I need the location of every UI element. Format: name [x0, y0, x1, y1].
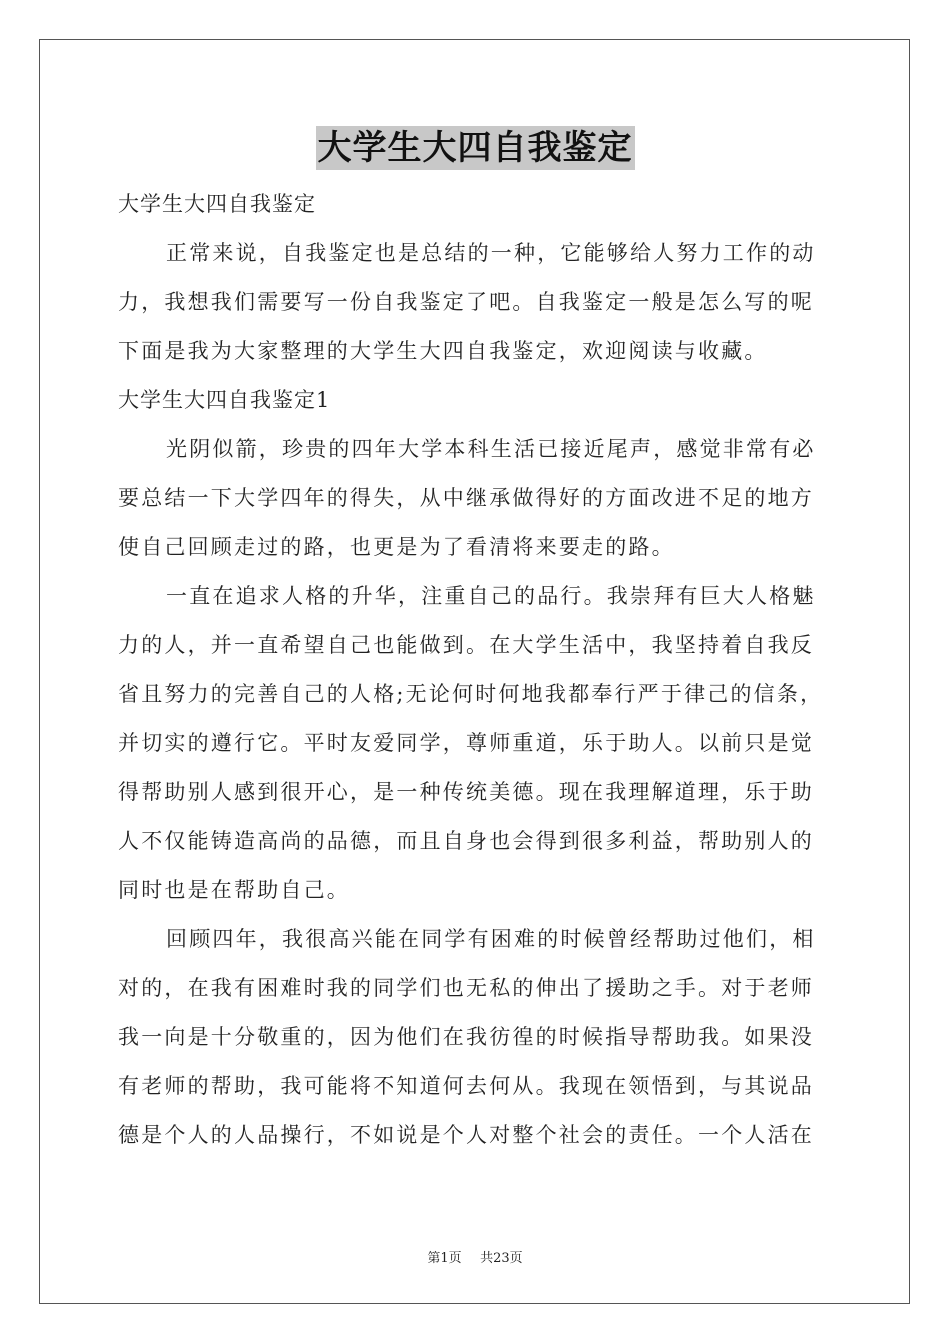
- document-body: [118, 180, 838, 1160]
- page-number: 第1页: [427, 1251, 462, 1266]
- paragraph-line: 德是个人的人品操行，不如说是个人对整个社会的责任。一个人活在: [118, 1123, 814, 1147]
- paragraph-line: 有老师的帮助，我可能将不知道何去何从。我现在领悟到，与其说品: [118, 1074, 814, 1098]
- paragraph-line: 要总结一下大学四年的得失，从中继承做得好的方面改进不足的地方: [118, 486, 814, 510]
- paragraph-line: 同时也是在帮助自己。: [118, 878, 350, 902]
- paragraph-line: 得帮助别人感到很开心，是一种传统美德。现在我理解道理，乐于助: [118, 780, 814, 804]
- page-footer: [0, 1247, 950, 1266]
- paragraph-line: 力的人，并一直希望自己也能做到。在大学生活中，我坚持着自我反: [118, 633, 814, 657]
- page-total: 共23页: [480, 1251, 523, 1266]
- title-container: [0, 126, 950, 170]
- paragraph-line: 对的，在我有困难时我的同学们也无私的伸出了援助之手。对于老师: [118, 976, 814, 1000]
- paragraph-line: 回顾四年，我很高兴能在同学有困难的时候曾经帮助过他们，相: [166, 927, 816, 951]
- paragraph-line: 一直在追求人格的升华，注重自己的品行。我崇拜有巨大人格魅: [166, 584, 816, 608]
- intro-line: 力，我想我们需要写一份自我鉴定了吧。自我鉴定一般是怎么写的呢: [118, 290, 814, 314]
- subtitle: 大学生大四自我鉴定: [118, 192, 316, 216]
- paragraph-line: 光阴似箭，珍贵的四年大学本科生活已接近尾声，感觉非常有必: [166, 437, 816, 461]
- paragraph-line: 使自己回顾走过的路，也更是为了看清将来要走的路。: [118, 535, 675, 559]
- intro-line: 下面是我为大家整理的大学生大四自我鉴定，欢迎阅读与收藏。: [118, 339, 768, 363]
- document-title: 大学生大四自我鉴定: [317, 128, 633, 168]
- paragraph-line: 并切实的遵行它。平时友爱同学，尊师重道，乐于助人。以前只是觉: [118, 731, 814, 755]
- paragraph-line: 人不仅能铸造高尚的品德，而且自身也会得到很多利益，帮助别人的: [118, 829, 814, 853]
- paragraph-line: 省且努力的完善自己的人格;无论何时何地我都奉行严于律己的信条，: [118, 682, 824, 706]
- intro-line: 正常来说，自我鉴定也是总结的一种，它能够给人努力工作的动: [166, 241, 816, 265]
- section-heading: 大学生大四自我鉴定1: [118, 388, 331, 412]
- paragraph-line: 我一向是十分敬重的，因为他们在我彷徨的时候指导帮助我。如果没: [118, 1025, 814, 1049]
